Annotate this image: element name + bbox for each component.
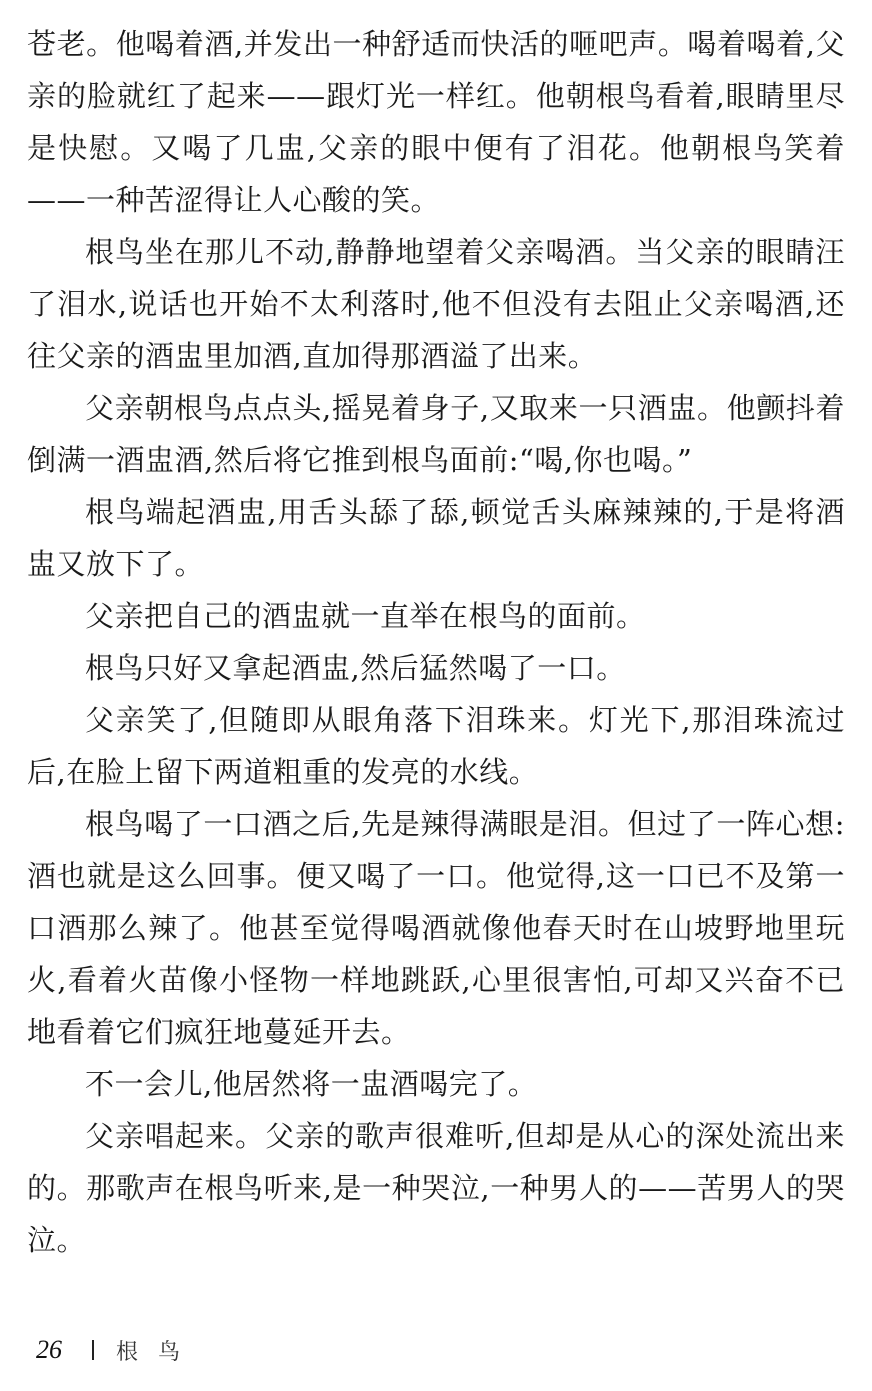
- paragraph-5: 父亲把自己的酒盅就一直举在根鸟的面前。: [85, 599, 646, 633]
- page-body: [27, 0, 845, 1266]
- page-number: 26: [36, 1335, 62, 1364]
- footer-divider: [92, 1340, 94, 1360]
- paragraph-4: 根鸟端起酒盅,用舌头舔了舔,顿觉舌头麻辣辣的,于是将酒盅又放下了。: [27, 495, 845, 581]
- paragraph-1: 苍老。他喝着酒,并发出一种舒适而快活的咂吧声。喝着喝着,父亲的脸就红了起来——跟灯光一样红。他朝根鸟看着,眼睛里尽是快慰。又喝了几盅,父亲的眼中便有了泪花。他朝根鸟笑着——一种苦涩得让人心酸的笑。: [27, 27, 845, 217]
- paragraph-6: 根鸟只好又拿起酒盅,然后猛然喝了一口。: [85, 651, 626, 685]
- page-footer: [36, 1330, 200, 1370]
- running-title: 根鸟: [116, 1339, 201, 1365]
- paragraph-8: 根鸟喝了一口酒之后,先是辣得满眼是泪。但过了一阵心想:酒也就是这么回事。便又喝了一口。他觉得,这一口已不及第一口酒那么辣了。他甚至觉得喝酒就像他春天时在山坡野地里玩火,看着火苗像小怪物一样地跳跃,心里很害怕,可却又兴奋不已地看着它们疯狂地蔓延开去。: [27, 807, 845, 1049]
- paragraph-7: 父亲笑了,但随即从眼角落下泪珠来。灯光下,那泪珠流过后,在脸上留下两道粗重的发亮的水线。: [27, 703, 845, 789]
- paragraph-9: 不一会儿,他居然将一盅酒喝完了。: [85, 1067, 538, 1101]
- paragraph-10: 父亲唱起来。父亲的歌声很难听,但却是从心的深处流出来的。那歌声在根鸟听来,是一种哭泣,一种男人的——苦男人的哭泣。: [27, 1119, 845, 1257]
- paragraph-2: 根鸟坐在那儿不动,静静地望着父亲喝酒。当父亲的眼睛汪了泪水,说话也开始不太利落时,他不但没有去阻止父亲喝酒,还往父亲的酒盅里加酒,直加得那酒溢了出来。: [27, 235, 845, 373]
- paragraph-3: 父亲朝根鸟点点头,摇晃着身子,又取来一只酒盅。他颤抖着倒满一酒盅酒,然后将它推到根鸟面前:“喝,你也喝。”: [27, 391, 845, 477]
